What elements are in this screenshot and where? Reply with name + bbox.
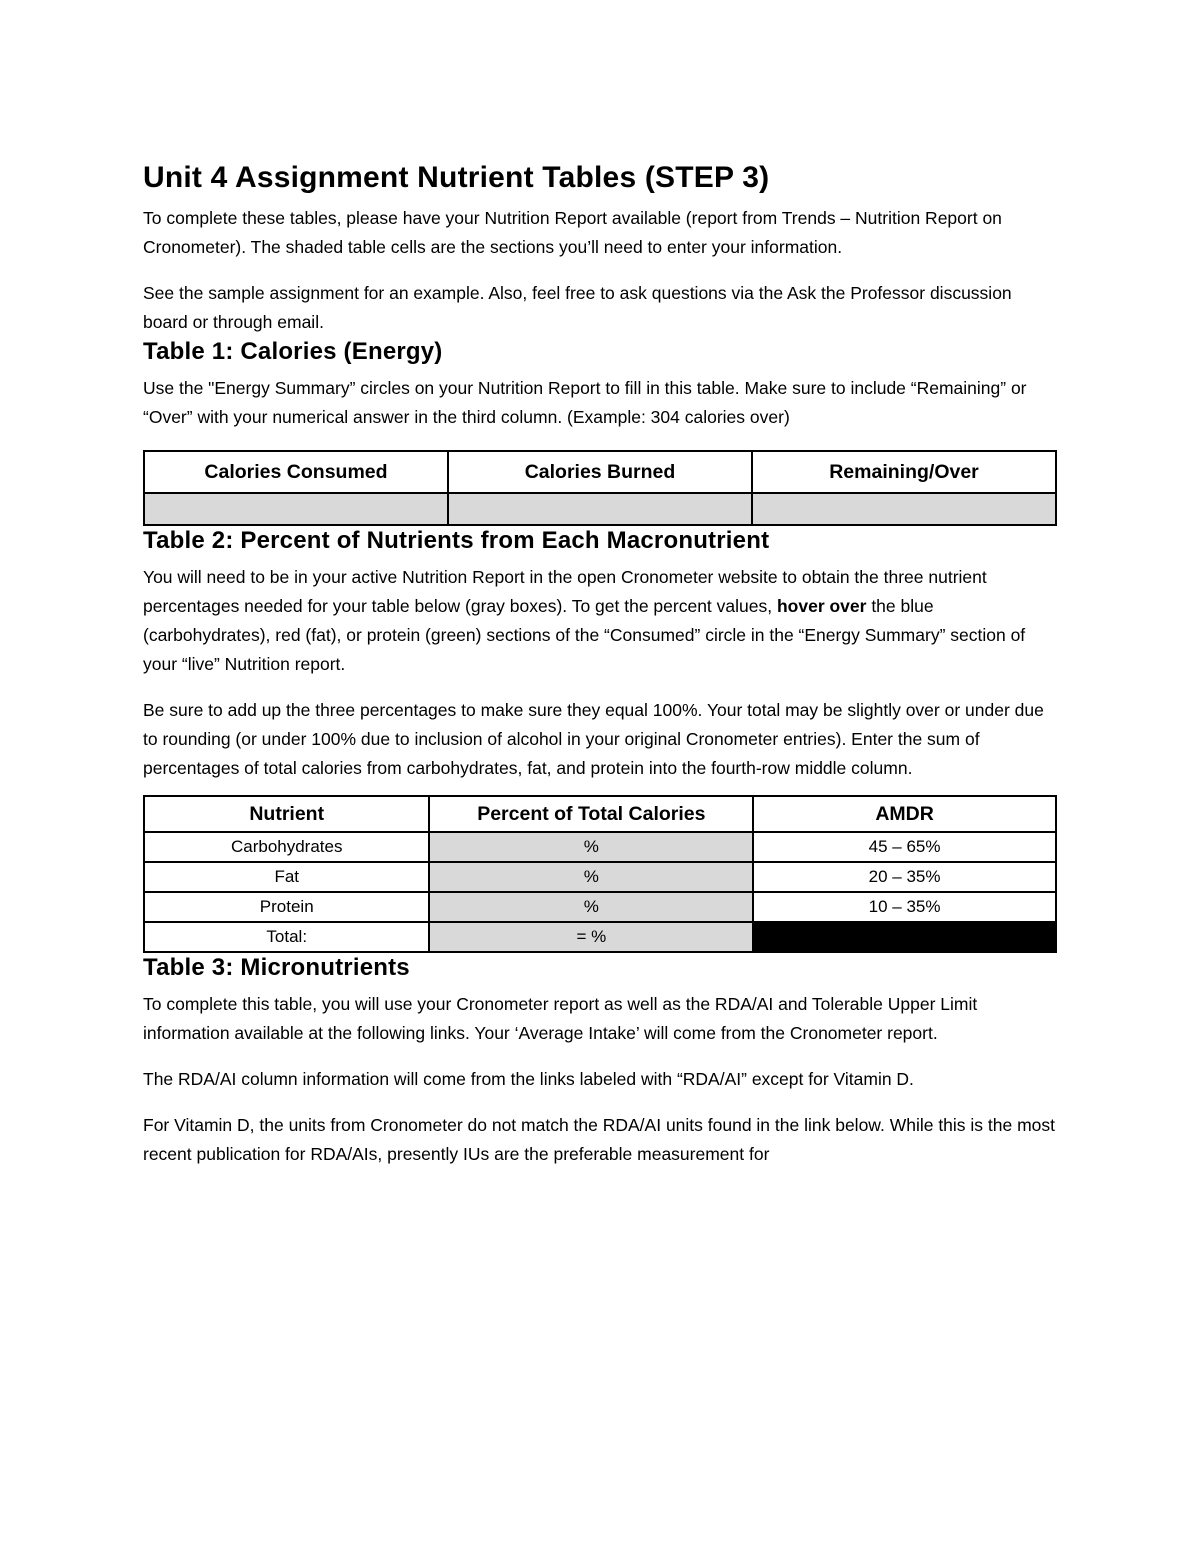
table3-paragraph-1: To complete this table, you will use your Cronometer report as well as the RDA/AI and Tolerable Upper Limit information available at the following links. Your ‘Average Intake’ will come from the Cronometer report. <box>143 994 978 1043</box>
fat-percent-fill-cell[interactable]: % <box>429 862 753 892</box>
fat-row <box>144 862 1056 892</box>
table3-paragraph-3: For Vitamin D, the units from Cronometer do not match the RDA/AI units found in the link below. While this is the most recent publication for RDA/AIs, presently IUs are the preferable measurement for <box>143 1115 1056 1164</box>
macronutrient-table <box>143 795 1057 953</box>
carbohydrates-label-cell: Carbohydrates <box>144 832 429 862</box>
percent-total-calories-header: Percent of Total Calories <box>429 796 753 832</box>
calories-consumed-fill-cell[interactable] <box>144 493 448 525</box>
calories-table-header-row <box>144 451 1056 493</box>
protein-percent-fill-cell[interactable]: % <box>429 892 753 922</box>
total-percent-fill-cell[interactable]: = % <box>429 922 753 952</box>
protein-row <box>144 892 1056 922</box>
table2-description-2: Be sure to add up the three percentages to make sure they equal 100%. Your total may be slightly over or under due to rounding (or under 100% due to inclusion of alcohol in your original Cronometer entries). Enter the sum of percentages of total calories from carbohydrates, fat, and protein into the fourth-row middle column. <box>143 700 1044 778</box>
carbohydrates-percent-fill-cell[interactable]: % <box>429 832 753 862</box>
calories-burned-header: Calories Burned <box>448 451 752 493</box>
fat-amdr-cell: 20 – 35% <box>753 862 1056 892</box>
calories-consumed-header: Calories Consumed <box>144 451 448 493</box>
table2-heading: Table 2: Percent of Nutrients from Each Macronutrient <box>143 527 770 554</box>
table2-description-1-text-cont: the blue (carbohydrates), red (fat), or protein (green) sections of the “Consumed” circle in the “Energy Summary” section of your “live” Nutrition report. <box>143 596 1026 674</box>
fat-label-cell: Fat <box>144 862 429 892</box>
calories-burned-fill-cell[interactable] <box>448 493 752 525</box>
nutrient-header: Nutrient <box>144 796 429 832</box>
calories-table <box>143 450 1057 526</box>
macro-table-header-row <box>144 796 1056 832</box>
total-row <box>144 922 1056 952</box>
table2-description-1 <box>143 563 1057 679</box>
carbohydrates-row <box>144 832 1056 862</box>
table1-description: Use the "Energy Summary” circles on your Nutrition Report to fill in this table. Make sure to include “Remaining” or “Over” with your numerical answer in the third column. (Example: 304 calories over) <box>143 378 1027 427</box>
remaining-over-fill-cell[interactable] <box>752 493 1056 525</box>
protein-label-cell: Protein <box>144 892 429 922</box>
page-title: Unit 4 Assignment Nutrient Tables (STEP 3) <box>143 161 770 194</box>
table2-description-1-text: You will need to be in your active Nutrition Report in the open Cronometer website to obtain the three nutrient percentages needed for your table below (gray boxes). To get the percent values, <box>143 567 987 616</box>
total-label-cell: Total: <box>144 922 429 952</box>
table1-heading: Table 1: Calories (Energy) <box>143 338 443 365</box>
intro-paragraph-2: See the sample assignment for an example. Also, feel free to ask questions via the Ask the Professor discussion board or through email. <box>143 283 1012 332</box>
hover-over-bold-text: hover over <box>776 596 867 616</box>
protein-amdr-cell: 10 – 35% <box>753 892 1056 922</box>
intro-paragraph-1: To complete these tables, please have your Nutrition Report available (report from Trends – Nutrition Report on Cronometer). The shaded table cells are the sections you’ll need to enter your information. <box>143 208 1002 257</box>
total-amdr-blacked-out-cell <box>753 922 1056 952</box>
remaining-over-header: Remaining/Over <box>752 451 1056 493</box>
calories-table-fill-row <box>144 493 1056 525</box>
table3-paragraph-2: The RDA/AI column information will come from the links labeled with “RDA/AI” except for Vitamin D. <box>143 1069 914 1089</box>
carbohydrates-amdr-cell: 45 – 65% <box>753 832 1056 862</box>
amdr-header: AMDR <box>753 796 1056 832</box>
table3-heading: Table 3: Micronutrients <box>143 954 410 981</box>
